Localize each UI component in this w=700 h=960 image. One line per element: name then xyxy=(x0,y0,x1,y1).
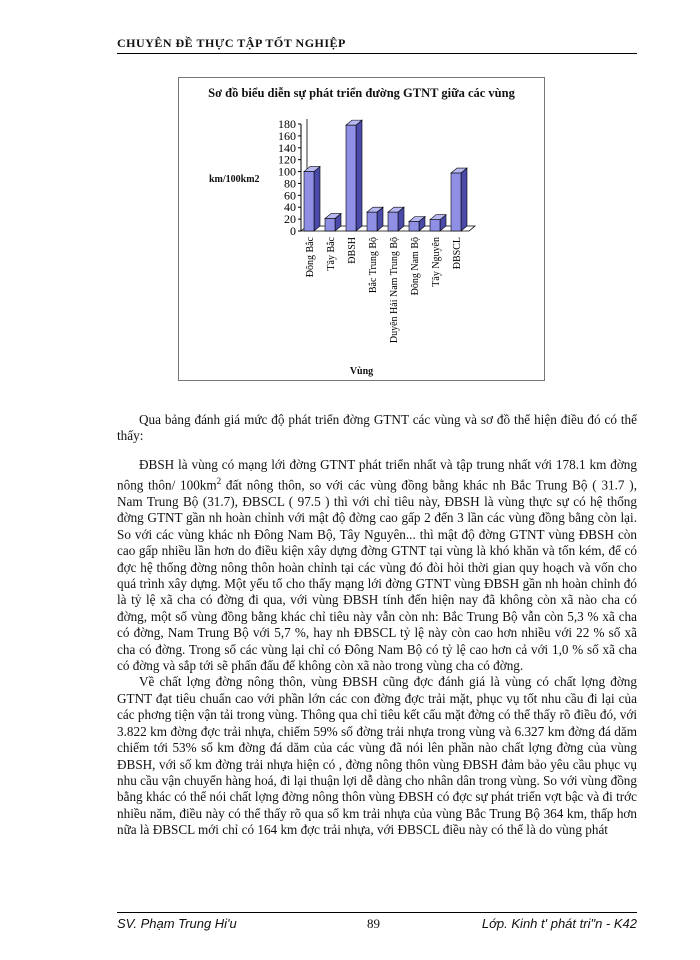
bar xyxy=(451,173,461,231)
bar xyxy=(304,172,314,231)
y-tick-label: 140 xyxy=(278,140,296,155)
x-category-label: ĐBSCL xyxy=(452,237,463,270)
chart-x-axis-label: Vùng xyxy=(349,366,374,377)
y-tick-label: 20 xyxy=(284,212,296,227)
x-category-label: Tây Nguyên xyxy=(431,237,442,287)
bar-side xyxy=(314,167,320,231)
chart-title: Sơ đồ biểu diễn sự phát triển đường GTNT giữa các vùng xyxy=(208,86,515,100)
bar-side xyxy=(461,168,467,231)
page-header: CHUYÊN ĐỀ THỰC TẬP TỐT NGHIỆP xyxy=(117,36,637,54)
bar xyxy=(409,221,419,231)
bar-side xyxy=(356,120,362,231)
y-tick-label: 180 xyxy=(278,117,296,131)
y-tick-label: 40 xyxy=(284,200,296,215)
bar xyxy=(430,220,440,231)
x-category-label: Bắc Trung Bộ xyxy=(368,237,379,294)
bar xyxy=(325,219,335,231)
footer-author: SV. Phạm Trung Hi'u xyxy=(117,916,237,931)
y-tick-label: 0 xyxy=(290,224,296,238)
paragraph-density-part1: ĐBSH là vùng có mạng lới đờng GTNT phát triển nhất và tập trung nhất với 178.1 km đờng nông thôn/ 100km xyxy=(117,456,637,493)
superscript-2: 2 xyxy=(216,476,222,487)
bar xyxy=(367,212,377,231)
x-category-label: Duyên Hải Nam Trung Bộ xyxy=(389,237,400,344)
paragraph-density-part2: đất nông thôn, so với các vùng đồng bằng khác nh Bắc Trung Bộ ( 31.7 ), Nam Trung Bộ (31.7), ĐBSCL ( 97.5 ) thì với chỉ tiêu này, ĐBSH là vùng thực sự có hệ thống đờng GTNT gần nh hoàn chỉnh với mật độ đờng cao gấp 2 đến 3 lần các vùng đồng bằng còn lại. So với các vùng khác nh Đông Nam Bộ, Tây Nguyên... thì mật độ đờng GTNT vùng ĐBSH còn cao gấp nhiều lần hơn do điều kiện xây dựng đờng GTNT tại vùng là khó khăn và tốn kém, để có đợc hệ thống đờng nông thôn hoàn chỉnh tại các vùng đó đòi hỏi thời gian quy hoạch và vốn cho quá trình xây dựng. Một yếu tố cho thấy mạng lới đờng GTNT vùng ĐBSH gần nh hoàn chỉnh đó là tỷ lệ xã cha có đờng đi qua, với vùng ĐBSH tính đến hiện nay đã không còn xã nào cha có đờng, một số vùng đồng bằng khác chỉ tiêu này vẫn còn nh: Bắc Trung Bộ vẫn còn 5,3 % xã cha có đờng, Nam Trung Bộ với 5,7 %, hay nh ĐBSCL tỷ lệ này còn cao hơn nhiều với 22 % số xã cha có đờng. Trong số các vùng lại chỉ có Đông Nam Bộ có tỷ lệ cao hơn cả với 1,0 % số xã cha có đờng và sắp tới sẽ phấn đấu để không còn xã nào trong vùng cha có đờng. xyxy=(117,477,637,674)
x-category-label: Tây Bắc xyxy=(326,237,337,271)
chart-figure xyxy=(178,77,545,381)
x-category-label: Đông Nam Bộ xyxy=(410,237,421,296)
bar xyxy=(346,125,356,231)
y-tick-label: 60 xyxy=(284,188,296,203)
y-tick-label: 100 xyxy=(278,164,296,179)
y-tick-label: 120 xyxy=(278,152,296,167)
body-text xyxy=(117,412,637,839)
x-category-label: Đông Bắc xyxy=(305,237,316,278)
x-category-label: ĐBSH xyxy=(347,237,358,264)
paragraph-intro: Qua bảng đánh giá mức độ phát triển đờng GTNT các vùng và sơ đồ thể hiện điều đó có thể thấy: xyxy=(117,412,637,444)
paragraph-density xyxy=(117,457,637,675)
page-footer xyxy=(117,912,637,931)
y-tick-label: 80 xyxy=(284,176,296,191)
bar-chart xyxy=(179,78,544,380)
paragraph-quality: Về chất lợng đờng nông thôn, vùng ĐBSH cũng đợc đánh giá là vùng có chất lợng đờng GTNT đạt tiêu chuẩn cao với phần lớn các con đờng đợc trải mặt, phục vụ tốt nhu cầu đi lại của các phơng tiện vận tải trong vùng. Thông qua chỉ tiêu kết cấu mặt đờng có thể thấy rõ điều đó, với 3.822 km đờng đợc trải nhựa, chiếm 59% số đờng trải nhựa trong vùng và 6.327 km đờng đá dăm chiếm tới 53% số km đờng đá dăm của các vùng đã nói lên phần nào chất lợng đờng của vùng ĐBSH, với số km đờng trải nhựa hiện có , đờng nông thôn vùng ĐBSH đảm bảo yêu cầu phục vụ nhu cầu vận chuyển hàng hoá, đi lại thuận lợi dễ dàng cho nhân dân trong vùng. So với vùng đồng bằng khác có thể nói chất lợng đờng nông thôn vùng ĐBSH có đợc sự phát triển vợt bậc và đi trớc nhiều năm, điều này có thể thấy rõ qua số km trải nhựa của vùng Bắc Trung Bộ 364 km, thấp hơn nữa là ĐBSCL mới chỉ có 164 km đợc trải nhựa, với ĐBSCL điều này có thể là do vùng phát xyxy=(117,674,637,838)
chart-y-axis-label: km/100km2 xyxy=(209,174,260,185)
bar xyxy=(388,212,398,231)
page-number: 89 xyxy=(367,916,380,931)
footer-class: Lớp. Kinh t' phát tri"n - K42 xyxy=(481,916,637,931)
y-tick-label: 160 xyxy=(278,128,296,143)
